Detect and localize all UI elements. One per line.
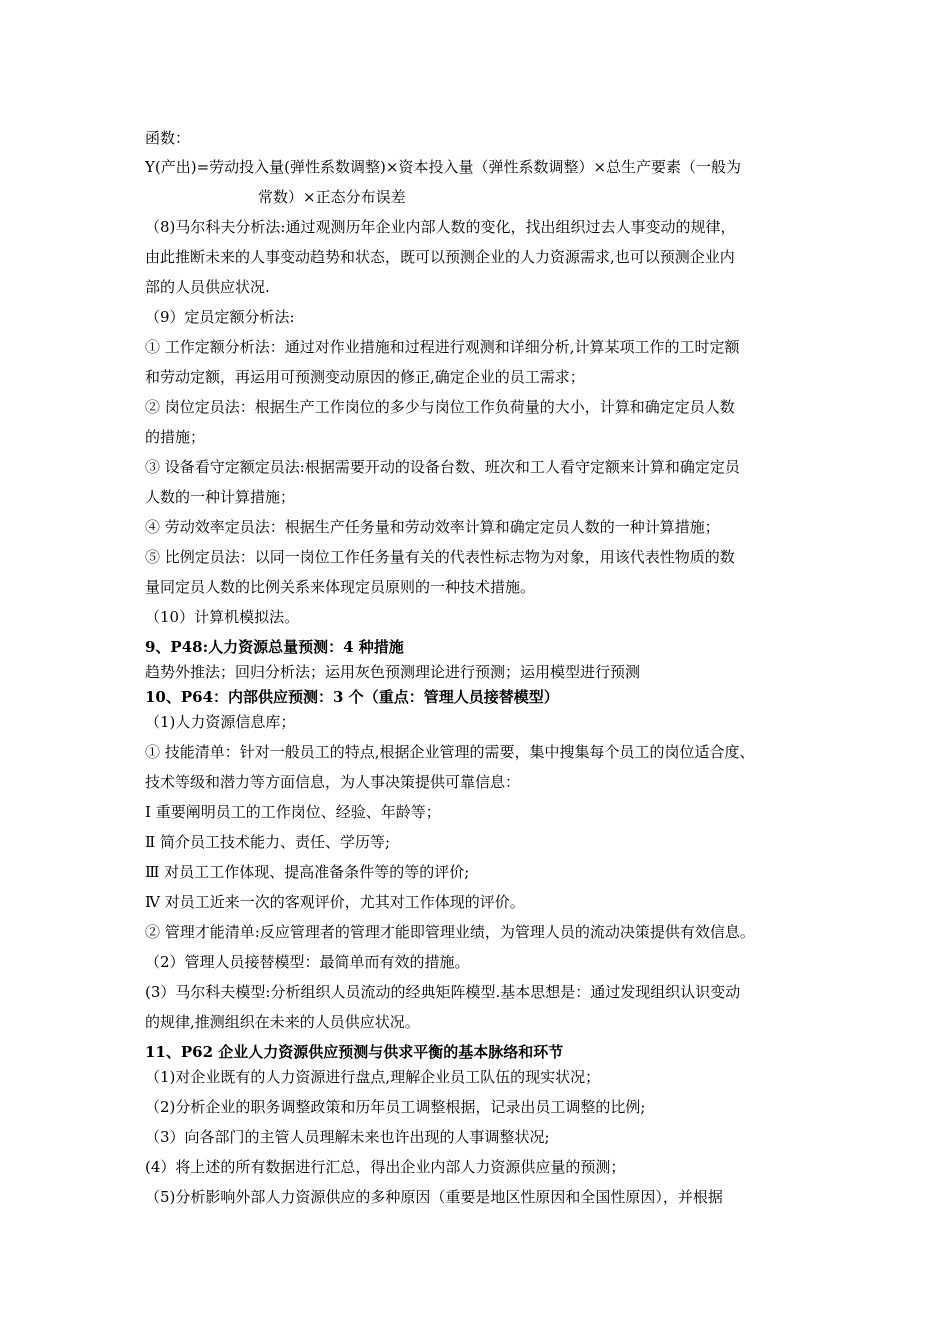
text-line: Ⅳ 对员工近来一次的客观评价，尤其对工作体现的评价。 — [145, 893, 525, 911]
text-line: Ⅰ 重要阐明员工的工作岗位、经验、年龄等； — [145, 803, 441, 821]
text-line: 趋势外推法；回归分析法；运用灰色预测理论进行预测；运用模型进行预测 — [145, 663, 641, 681]
text-line: (3）马尔科夫模型:分析组织人员流动的经典矩阵模型.基本思想是：通过发现组织认识变动 — [145, 983, 741, 1001]
text-line: ① 技能清单：针对一般员工的特点,根据企业管理的需要，集中搜集每个员工的岗位适合度、 — [145, 743, 755, 761]
text-line: 函数： — [145, 129, 191, 147]
text-line: ② 岗位定员法：根据生产工作岗位的多少与岗位工作负荷量的大小，计算和确定定员人数 — [145, 398, 735, 416]
text-line: （3）向各部门的主管人员理解未来也许出现的人事调整状况; — [145, 1128, 550, 1146]
text-line: 和劳动定额，再运用可预测变动原因的修正,确定企业的员工需求； — [145, 368, 585, 386]
text-line: 由此推断未来的人事变动趋势和状态，既可以预测企业的人力资源需求,也可以预测企业内 — [145, 248, 735, 266]
text-line: Ⅲ 对员工工作体现、提高准备条件等的等的评价; — [145, 863, 470, 881]
text-line: （9）定员定额分析法: — [145, 308, 295, 326]
text-line: 的规律,推测组织在未来的人员供应状况。 — [145, 1013, 420, 1031]
text-line: （2）管理人员接替模型：最简单而有效的措施。 — [145, 953, 470, 971]
text-line: 量同定员人数的比例关系来体现定员原则的一种技术措施。 — [145, 578, 536, 596]
text-line: (4）将上述的所有数据进行汇总，得出企业内部人力资源供应量的预测； — [145, 1158, 626, 1176]
text-line: ① 工作定额分析法：通过对作业措施和过程进行观测和详细分析,计算某项工作的工时定额 — [145, 338, 740, 356]
section-heading: 11、P62 企业人力资源供应预测与供求平衡的基本脉络和环节 — [145, 1043, 564, 1061]
formula-line: Y(产出)=劳动投入量(弹性系数调整)×资本投入量（弹性系数调整）×总生产要素（一般为 — [145, 158, 742, 176]
section-heading: 9、P48:人力资源总量预测：4 种措施 — [145, 638, 404, 656]
text-line: ③ 设备看守定额定员法:根据需要开动的设备台数、班次和工人看守定额来计算和确定定员 — [145, 458, 740, 476]
text-line: ② 管理才能清单:反应管理者的管理才能即管理业绩，为管理人员的流动决策提供有效信息。 — [145, 923, 755, 941]
text-line: （1)人力资源信息库； — [145, 713, 296, 731]
text-line: （1)对企业既有的人力资源进行盘点,理解企业员工队伍的现实状况； — [145, 1068, 601, 1086]
text-line: ⑤ 比例定员法：以同一岗位工作任务量有关的代表性标志物为对象，用该代表性物质的数 — [145, 548, 735, 566]
text-line: （2)分析企业的职务调整政策和历年员工调整根据，记录出员工调整的比例; — [145, 1098, 646, 1116]
text-line: （5)分析影响外部人力资源供应的多种原因（重要是地区性原因和全国性原因），并根据 — [145, 1188, 723, 1206]
text-line: 的措施； — [145, 428, 206, 446]
text-line: ④ 劳动效率定员法：根据生产任务量和劳动效率计算和确定定员人数的一种计算措施； — [145, 518, 720, 536]
text-line: Ⅱ 简介员工技术能力、责任、学历等; — [145, 833, 391, 851]
text-line: 部的人员供应状况. — [145, 278, 270, 296]
text-line: 人数的一种计算措施； — [145, 488, 296, 506]
text-line: （8)马尔科夫分析法:通过观测历年企业内部人数的变化，找出组织过去人事变动的规律， — [145, 218, 736, 236]
text-line: 技术等级和潜力等方面信息，为人事决策提供可靠信息： — [145, 773, 521, 791]
formula-line: 常数）×正态分布误差 — [258, 188, 406, 206]
section-heading: 10、P64：内部供应预测：3 个（重点：管理人员接替模型） — [145, 688, 559, 706]
text-line: （10）计算机模拟法。 — [145, 608, 300, 626]
